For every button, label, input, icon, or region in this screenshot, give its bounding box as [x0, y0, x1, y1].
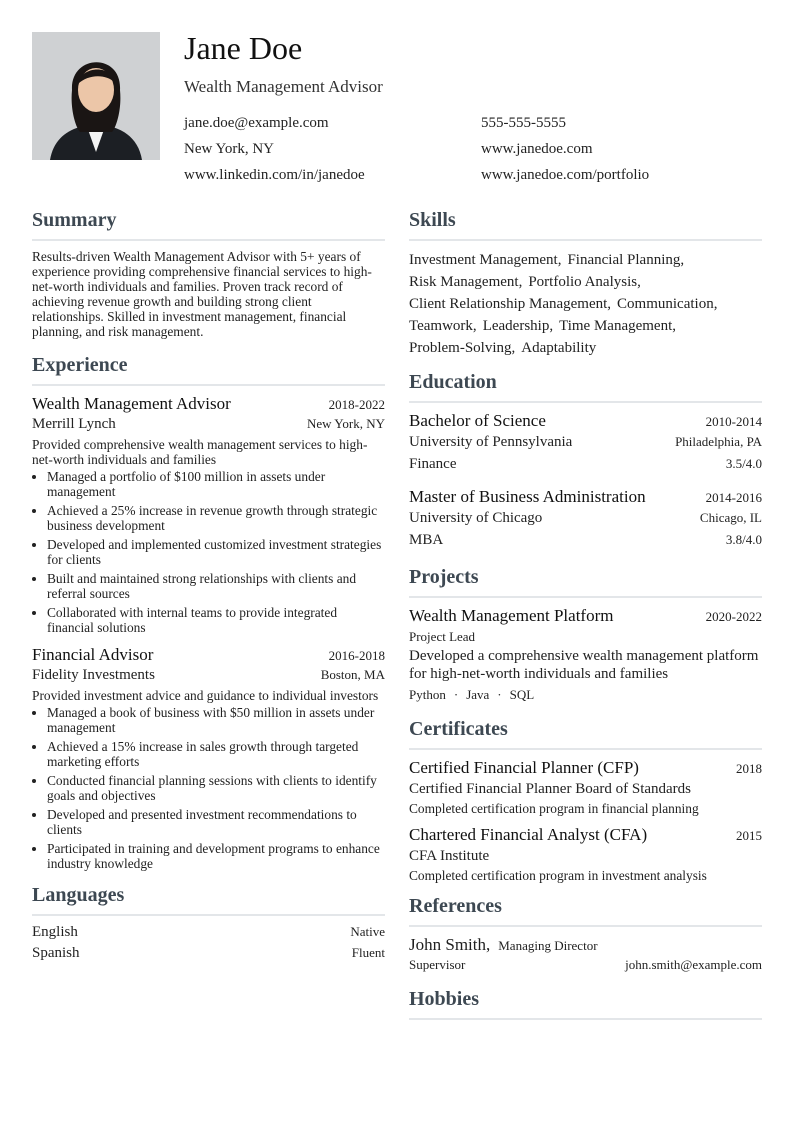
tech-item: SQL	[509, 687, 535, 702]
education-entry	[409, 487, 762, 551]
project-entry	[409, 606, 762, 703]
skill-item: Risk Management,	[409, 274, 523, 290]
section-title-certificates: Certificates	[409, 718, 508, 740]
project-tech-list	[409, 687, 762, 703]
job-dates: 2018-2022	[328, 397, 385, 412]
certificate-year: 2018	[736, 761, 762, 776]
certificate-year: 2015	[736, 828, 762, 843]
portfolio-link[interactable]: www.janedoe.com/portfolio	[481, 167, 650, 183]
left-column	[32, 206, 385, 966]
job-company: Fidelity Investments	[32, 667, 155, 683]
tech-separator: ·	[453, 687, 459, 702]
section-title-summary: Summary	[32, 209, 117, 231]
candidate-headline: Wealth Management Advisor	[184, 77, 383, 96]
reference-email[interactable]: john.smith@example.com	[625, 957, 762, 972]
job-position: Wealth Management Advisor	[32, 394, 231, 413]
certificate-entry	[409, 825, 762, 883]
highlight-item: • Achieved a 15% increase in sales growth through targeted marketing efforts	[47, 739, 385, 769]
section-divider	[32, 914, 385, 916]
highlight-item: • Collaborated with internal teams to provide integrated financial solutions	[47, 605, 385, 635]
candidate-name: Jane Doe	[184, 30, 303, 66]
skill-item: Leadership,	[482, 318, 554, 334]
experience-entry	[32, 394, 385, 635]
location-text: New York, NY	[184, 141, 275, 157]
certificate-name: Certified Financial Planner (CFP)	[409, 758, 639, 777]
portrait-image	[32, 32, 160, 160]
education-entry	[409, 411, 762, 475]
email-link[interactable]: jane.doe@example.com	[184, 115, 329, 131]
project-name: Wealth Management Platform	[409, 606, 614, 625]
skills-list	[409, 249, 762, 359]
section-divider	[409, 925, 762, 927]
language-name: Spanish	[32, 945, 80, 961]
project-description: Developed a comprehensive wealth management platform for high-net-worth individuals and families	[409, 648, 759, 682]
section-divider	[409, 401, 762, 403]
language-level: Fluent	[351, 945, 385, 960]
skill-item: Time Management,	[559, 318, 677, 334]
tech-item: Java	[466, 687, 490, 702]
degree-name: Master of Business Administration	[409, 487, 646, 506]
section-divider	[409, 596, 762, 598]
highlight-item: • Managed a book of business with $50 million in assets under management	[47, 705, 385, 735]
skill-item: Teamwork,	[409, 318, 477, 334]
section-title-education: Education	[409, 371, 497, 393]
reference-name: John Smith,	[409, 935, 491, 954]
section-title-experience: Experience	[32, 354, 128, 376]
project-dates: 2020-2022	[705, 609, 762, 624]
job-description: Provided investment advice and guidance to individual investors	[32, 688, 379, 703]
section-title-references: References	[409, 895, 502, 917]
highlight-item: • Managed a portfolio of $100 million in assets under management	[47, 469, 385, 499]
job-highlights	[32, 469, 385, 635]
section-title-languages: Languages	[32, 884, 125, 906]
education-dates: 2014-2016	[705, 490, 762, 505]
project-role: Project Lead	[409, 629, 476, 644]
section-title-hobbies: Hobbies	[409, 988, 480, 1010]
section-divider	[409, 748, 762, 750]
skill-item: Problem-Solving,	[409, 340, 516, 356]
skill-item: Client Relationship Management,	[409, 296, 612, 312]
highlight-item: • Developed and presented investment recommendations to clients	[47, 807, 385, 837]
skill-item: Adaptability	[521, 340, 597, 356]
section-title-projects: Projects	[409, 566, 479, 588]
tech-separator: ·	[497, 687, 502, 702]
phone-number[interactable]: 555-555-5555	[481, 115, 566, 131]
job-company: Merrill Lynch	[32, 416, 116, 432]
language-item	[32, 945, 385, 962]
certificate-issuer: CFA Institute	[409, 848, 490, 864]
highlight-item: • Developed and implemented customized investment strategies for clients	[47, 537, 385, 567]
right-column	[409, 206, 762, 1028]
highlight-item: • Achieved a 25% increase in revenue growth through strategic business development	[47, 503, 385, 533]
field-of-study: MBA	[409, 532, 444, 548]
certificate-name: Chartered Financial Analyst (CFA)	[409, 825, 648, 844]
profile-photo	[32, 32, 160, 160]
highlight-item: • Built and maintained strong relationships with clients and referral sources	[47, 571, 385, 601]
skill-item: Communication,	[617, 296, 718, 312]
certificate-issuer: Certified Financial Planner Board of Standards	[409, 781, 692, 797]
language-name: English	[32, 924, 78, 940]
job-location: Boston, MA	[320, 667, 385, 682]
job-location: New York, NY	[306, 416, 385, 431]
skill-item: Financial Planning,	[567, 252, 685, 268]
certificate-description: Completed certification program in financial planning	[409, 801, 699, 816]
highlight-item: • Participated in training and development programs to enhance industry knowledge	[47, 841, 385, 871]
contact-info	[184, 112, 764, 186]
skill-item: Portfolio Analysis,	[528, 274, 641, 290]
section-divider	[409, 1018, 762, 1020]
job-dates: 2016-2018	[328, 648, 385, 663]
linkedin-link[interactable]: www.linkedin.com/in/janedoe	[184, 167, 365, 183]
skill-item: Investment Management,	[409, 252, 562, 268]
job-highlights	[32, 705, 385, 871]
language-level: Native	[350, 924, 385, 939]
section-divider	[32, 239, 385, 241]
summary-text: Results-driven Wealth Management Advisor with 5+ years of experience providing comprehensive financial services to high-net-worth individuals and families. Proven track record of achieving revenue growth and building strong client relationships. Skilled in investment management, financial planning, and risk management.	[32, 249, 372, 339]
school-location: Chicago, IL	[699, 510, 762, 525]
tech-item: Python	[409, 687, 446, 702]
job-description: Provided comprehensive wealth management services to high-net-worth individuals and families	[32, 437, 368, 467]
job-position: Financial Advisor	[32, 645, 154, 664]
certificate-entry	[409, 758, 762, 816]
experience-entry	[32, 645, 385, 871]
reference-title: Managing Director	[498, 938, 598, 953]
certificate-description: Completed certification program in investment analysis	[409, 868, 707, 883]
section-title-skills: Skills	[409, 209, 456, 231]
website-link[interactable]: www.janedoe.com	[481, 141, 593, 157]
highlight-item: • Conducted financial planning sessions with clients to identify goals and objectives	[47, 773, 385, 803]
gpa-score: 3.8/4.0	[725, 532, 762, 547]
school-name: University of Pennsylvania	[409, 434, 573, 450]
language-item	[32, 924, 385, 941]
reference-entry	[409, 935, 762, 973]
education-dates: 2010-2014	[705, 414, 762, 429]
school-name: University of Chicago	[409, 510, 543, 526]
degree-name: Bachelor of Science	[409, 411, 546, 430]
school-location: Philadelphia, PA	[675, 434, 762, 449]
reference-relation: Supervisor	[409, 957, 466, 972]
section-divider	[32, 384, 385, 386]
section-divider	[409, 239, 762, 241]
field-of-study: Finance	[409, 456, 457, 472]
gpa-score: 3.5/4.0	[725, 456, 762, 471]
